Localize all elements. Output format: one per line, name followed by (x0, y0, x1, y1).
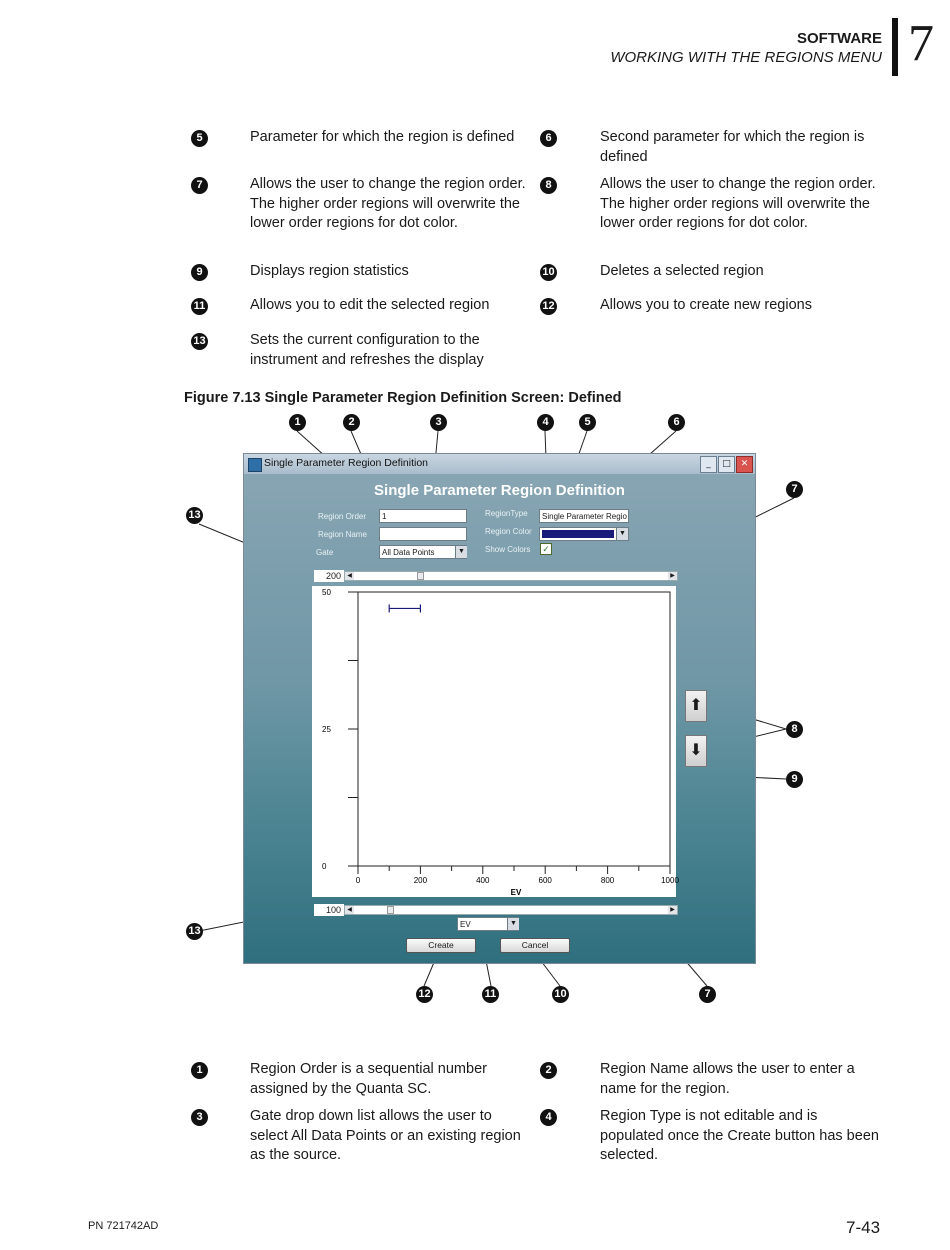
window-title: Single Parameter Region Definition (264, 457, 429, 469)
callout-3: 3 (191, 1109, 208, 1126)
scroll-left-icon[interactable]: ◀ (345, 572, 354, 580)
region-definition-window (243, 453, 756, 964)
dialog-heading: Single Parameter Region Definition (374, 482, 625, 499)
callout-11: 11 (482, 986, 499, 1003)
chevron-down-icon[interactable]: ▼ (507, 918, 519, 930)
chevron-down-icon[interactable]: ▼ (455, 546, 467, 558)
create-button[interactable]: Create (406, 938, 476, 953)
legend-text-2: Region Name allows the user to enter a name for the region. (600, 1061, 855, 1097)
legend-text-4: Region Type is not editable and is populated once the Create button has been selected. (600, 1108, 879, 1163)
region-order-input[interactable]: 1 (379, 509, 467, 523)
app-icon (248, 458, 262, 472)
scroll-thumb[interactable] (417, 572, 424, 580)
callout-5: 5 (191, 130, 208, 147)
chapter-number: 7 (908, 15, 934, 72)
x-tick-label: 200 (413, 876, 428, 885)
scroll-right-icon[interactable]: ▶ (668, 572, 677, 580)
callout-13: 13 (186, 923, 203, 940)
gate-select[interactable]: All Data Points (379, 545, 467, 559)
legend-text-11: Allows you to edit the selected region (250, 297, 490, 313)
callout-10: 10 (552, 986, 569, 1003)
callout-13: 13 (186, 507, 203, 524)
legend-text-8: Allows the user to change the region order. The higher order regions will overwrite the lower order regions for dot color. (600, 176, 876, 231)
close-button[interactable]: ✕ (736, 456, 753, 473)
callout-7: 7 (699, 986, 716, 1003)
cancel-button[interactable]: Cancel (500, 938, 570, 953)
parameter-select[interactable]: EV (457, 917, 519, 931)
show-colors-checkbox[interactable]: ✓ (540, 543, 552, 555)
scroll-left-icon[interactable]: ◀ (345, 906, 354, 914)
callout-12: 12 (540, 298, 557, 315)
plot-area (312, 586, 679, 897)
callout-4: 4 (537, 414, 554, 431)
plot-frame (358, 592, 670, 866)
page-number: 7-43 (846, 1218, 881, 1237)
legend-text-13: Sets the current configuration to the instrument and refreshes the display (250, 332, 484, 368)
callout-5: 5 (579, 414, 596, 431)
callout-7: 7 (191, 177, 208, 194)
callout-9: 9 (191, 264, 208, 281)
region-type-label: RegionType (485, 509, 528, 518)
chevron-down-icon[interactable]: ▼ (616, 528, 628, 540)
callout-8: 8 (786, 721, 803, 738)
legend-text-7: Allows the user to change the region order. The higher order regions will overwrite the lower order regions for dot color. (250, 176, 526, 231)
scroll-right-icon[interactable]: ▶ (668, 906, 677, 914)
x-tick-label: 800 (600, 876, 615, 885)
legend-text-12: Allows you to create new regions (600, 297, 812, 313)
histogram-chart (312, 586, 679, 897)
show-colors-label: Show Colors (485, 545, 531, 554)
region-order-label: Region Order (318, 512, 367, 521)
legend-text-3: Gate drop down list allows the user to select All Data Points or an existing region as the source. (250, 1108, 521, 1163)
callout-8: 8 (540, 177, 557, 194)
x-tick-label: 0 (355, 876, 361, 885)
legend-text-10: Deletes a selected region (600, 263, 764, 279)
legend-text-1: Region Order is a sequential number assigned by the Quanta SC. (250, 1061, 487, 1097)
callout-6: 6 (668, 414, 685, 431)
y-tick-label: 50 (322, 588, 331, 597)
part-number: PN 721742AD (88, 1220, 159, 1232)
move-up-button[interactable]: ⬆ (685, 690, 707, 722)
legend-text-6: Second parameter for which the region is defined (600, 129, 865, 165)
y-tick-label: 0 (322, 862, 327, 871)
callout-7: 7 (786, 481, 803, 498)
callout-12: 12 (416, 986, 433, 1003)
callout-4: 4 (540, 1109, 557, 1126)
x-tick-label: 600 (538, 876, 552, 885)
x-axis-label: EV (510, 888, 522, 897)
section-title: SOFTWARE (797, 30, 882, 47)
callout-11: 11 (191, 298, 208, 315)
maximize-button[interactable]: □ (718, 456, 735, 473)
figure-caption: Figure 7.13 Single Parameter Region Definition Screen: Defined (184, 390, 622, 406)
region-color-label: Region Color (485, 527, 532, 536)
callout-1: 1 (289, 414, 306, 431)
callout-9: 9 (786, 771, 803, 788)
region-type-field: Single Parameter Regio (539, 509, 629, 523)
x-tick-label: 400 (476, 876, 490, 885)
minimize-button[interactable]: _ (700, 456, 717, 473)
callout-2: 2 (540, 1062, 557, 1079)
legend-text-5: Parameter for which the region is defined (250, 129, 515, 145)
callout-3: 3 (430, 414, 447, 431)
top-scrollbar[interactable] (344, 571, 678, 581)
y-tick-label: 25 (322, 725, 331, 734)
callout-13: 13 (191, 333, 208, 350)
title-bar[interactable] (244, 454, 755, 474)
region-name-label: Region Name (318, 530, 367, 539)
callout-10: 10 (540, 264, 557, 281)
callout-2: 2 (343, 414, 360, 431)
callout-1: 1 (191, 1062, 208, 1079)
region-color-swatch (542, 530, 614, 538)
top-scroll-value: 200 (314, 570, 344, 582)
scroll-thumb[interactable] (387, 906, 394, 914)
region-name-input[interactable] (379, 527, 467, 541)
callout-6: 6 (540, 130, 557, 147)
legend-text-9: Displays region statistics (250, 263, 409, 279)
move-down-button[interactable]: ⬇ (685, 735, 707, 767)
bottom-scrollbar[interactable] (344, 905, 678, 915)
bottom-scroll-value: 100 (314, 904, 344, 916)
x-tick-label: 1000 (661, 876, 679, 885)
section-subtitle: WORKING WITH THE REGIONS MENU (610, 49, 882, 66)
gate-label: Gate (316, 548, 334, 557)
